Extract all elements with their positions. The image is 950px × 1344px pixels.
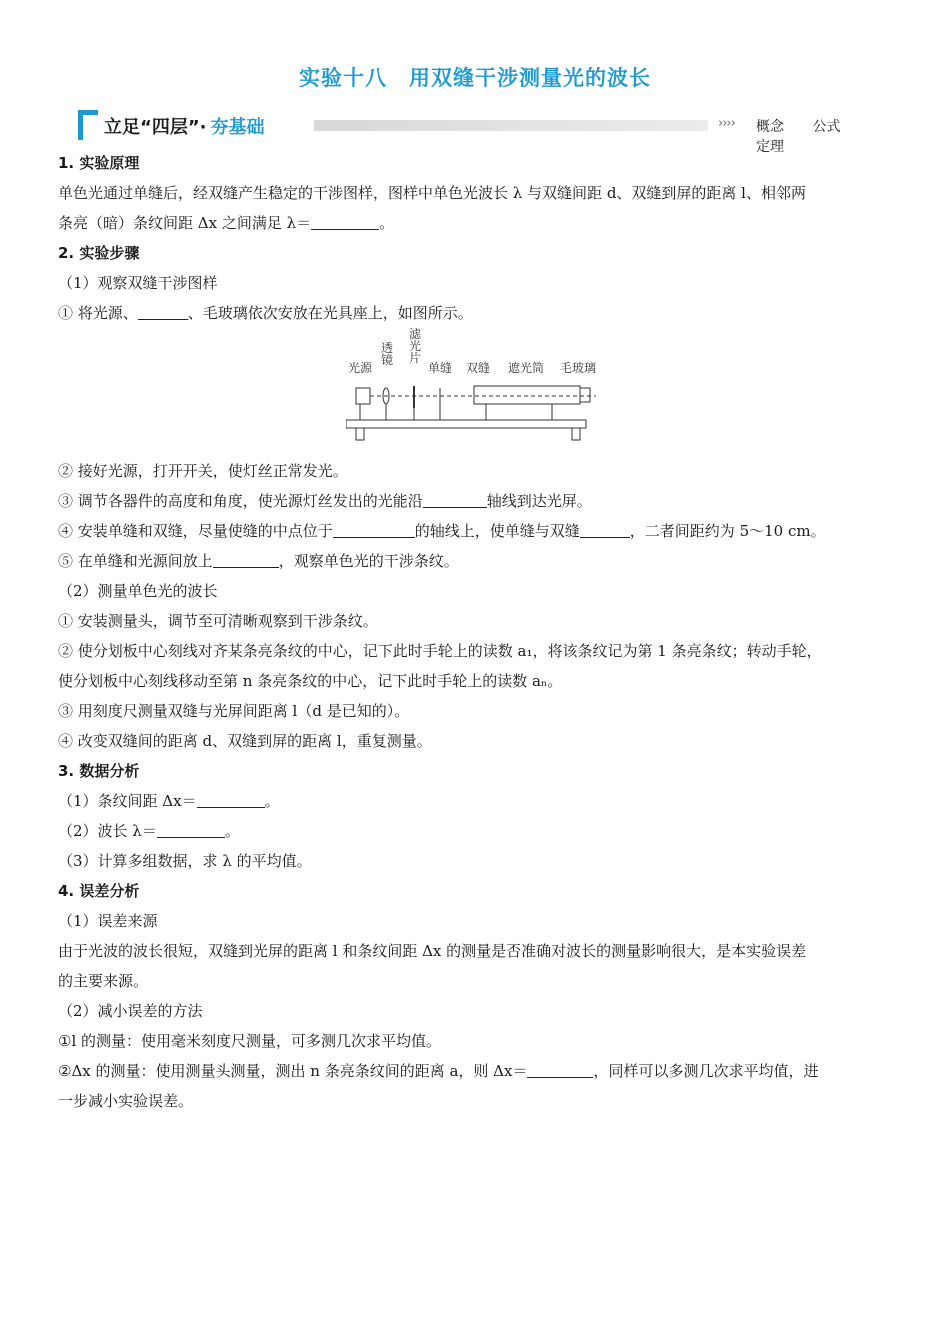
paragraph-line: 单色光通过单缝后，经双缝产生稳定的干涉图样，图样中单色光波长 λ 与双缝间距 d、双缝到屏的距离 l、相邻两 (58, 184, 806, 202)
text: ，二者间距约为 5～10 cm。 (629, 522, 826, 540)
text: 。 (224, 822, 240, 840)
apparatus-diagram (346, 328, 596, 452)
section-heading: 1. 实验原理 (58, 154, 140, 172)
answer-blank (197, 789, 265, 808)
text: 条亮（暗）条纹间距 Δx 之间满足 λ＝ (58, 214, 312, 232)
keyword-theorem: 定理 (756, 139, 784, 155)
paragraph-line: ①l 的测量：使用毫米刻度尺测量，可多测几次求平均值。 (58, 1032, 442, 1050)
paragraph-line: 由于光波的波长很短，双缝到光屏的距离 l 和条纹间距 Δx 的测量是否准确对波长的测量影响很大，是本实验误差 (58, 942, 807, 960)
answer-blank (213, 549, 279, 568)
keyword-concept: 概念 (756, 119, 784, 135)
paragraph-line: ③ 用刻度尺测量双缝与光屏间距离 l（d 是已知的）。 (58, 702, 410, 720)
subheading: （1）观察双缝干涉图样 (58, 274, 218, 292)
paragraph-line: （3）计算多组数据，求 λ 的平均值。 (58, 852, 312, 870)
paragraph-line: ① 安装测量头，调节至可清晰观察到干涉条纹。 (58, 612, 378, 630)
paragraph-line: 一步减小实验误差。 (58, 1092, 194, 1110)
paragraph-line (58, 1056, 888, 1086)
label-filter-2: 光 (409, 339, 422, 353)
paragraph-line: ② 接好光源，打开开关，使灯丝正常发光。 (58, 462, 348, 480)
answer-blank (138, 301, 188, 320)
page-title: 实验十八 用双缝干涉测量光的波长 (299, 66, 651, 90)
document-body (58, 148, 888, 1116)
answer-blank (333, 519, 415, 538)
light-source-box (356, 388, 370, 404)
text: ③ 调节各器件的高度和角度，使光源灯丝发出的光能沿 (58, 492, 423, 510)
text: ④ 安装单缝和双缝，尽量使缝的中点位于 (58, 522, 333, 540)
paragraph-line: 使分划板中心刻线移动至第 n 条亮条纹的中心，记下此时手轮上的读数 aₙ。 (58, 672, 563, 690)
banner-tag-part2: 夯基础 (210, 117, 265, 138)
text: 轴线到达光屏。 (486, 492, 592, 510)
keyword-formula: 公式 (812, 119, 841, 135)
subheading: （2）测量单色光的波长 (58, 582, 218, 600)
text: （2）波长 λ＝ (58, 822, 157, 840)
paragraph-line (58, 786, 888, 816)
label-double-slit: 双缝 (466, 361, 491, 375)
answer-blank (157, 819, 225, 838)
text: 、毛玻璃依次安放在光具座上，如图所示。 (187, 304, 473, 322)
bench-leg (572, 428, 580, 440)
paragraph-line (58, 516, 888, 546)
apparatus-figure (58, 328, 888, 456)
label-filter: 滤 (409, 328, 422, 341)
text: 。 (379, 214, 395, 232)
paragraph-line (58, 208, 888, 238)
text: ，观察单色光的干涉条纹。 (278, 552, 459, 570)
banner-bar (314, 120, 708, 131)
subheading: （1）误差来源 (58, 912, 158, 930)
label-filter-3: 片 (409, 351, 422, 365)
subheading: （2）减小误差的方法 (58, 1002, 203, 1020)
chevrons-icon: ›››› (718, 116, 735, 131)
bench-leg (356, 428, 364, 440)
section-heading: 3. 数据分析 (58, 762, 140, 780)
banner-tag (78, 110, 265, 142)
screen-shape (580, 388, 590, 402)
label-hood: 遮光筒 (508, 361, 545, 375)
paragraph-line (58, 486, 888, 516)
paragraph-line (58, 546, 888, 576)
answer-blank (423, 489, 487, 508)
text: 的轴线上，使单缝与双缝 (414, 522, 580, 540)
hood-tube (474, 386, 580, 404)
banner-tag-part1: 立足“四层”· (104, 117, 207, 138)
label-single-slit: 单缝 (428, 361, 453, 375)
bracket-icon (78, 110, 98, 140)
label-screen: 毛玻璃 (560, 361, 596, 375)
section-heading: 4. 误差分析 (58, 882, 140, 900)
paragraph-line (58, 298, 888, 328)
text: （1）条纹间距 Δx＝ (58, 792, 197, 810)
text: 。 (264, 792, 280, 810)
text: ，同样可以多测几次求平均值，进 (593, 1062, 819, 1080)
paragraph-line: ② 使分划板中心刻线对齐某条亮条纹的中心，记下此时手轮上的读数 a₁，将该条纹记为第 1 条亮条纹；转动手轮， (58, 642, 822, 660)
text: ⑤ 在单缝和光源间放上 (58, 552, 213, 570)
optical-bench (346, 420, 586, 428)
paragraph-line (58, 816, 888, 846)
paragraph-line: ④ 改变双缝间的距离 d、双缝到屏的距离 l，重复测量。 (58, 732, 432, 750)
text: ① 将光源、 (58, 304, 138, 322)
answer-blank (311, 211, 379, 230)
label-light-source: 光源 (348, 361, 373, 375)
section-banner (78, 110, 878, 155)
paragraph-line: 的主要来源。 (58, 972, 149, 990)
section-heading: 2. 实验步骤 (58, 244, 140, 262)
label-lens-2: 镜 (381, 353, 394, 367)
label-lens: 透 (381, 341, 394, 355)
text: ②Δx 的测量：使用测量头测量，测出 n 条亮条纹间的距离 a，则 Δx＝ (58, 1062, 528, 1080)
answer-blank (580, 519, 630, 538)
answer-blank (527, 1059, 593, 1078)
